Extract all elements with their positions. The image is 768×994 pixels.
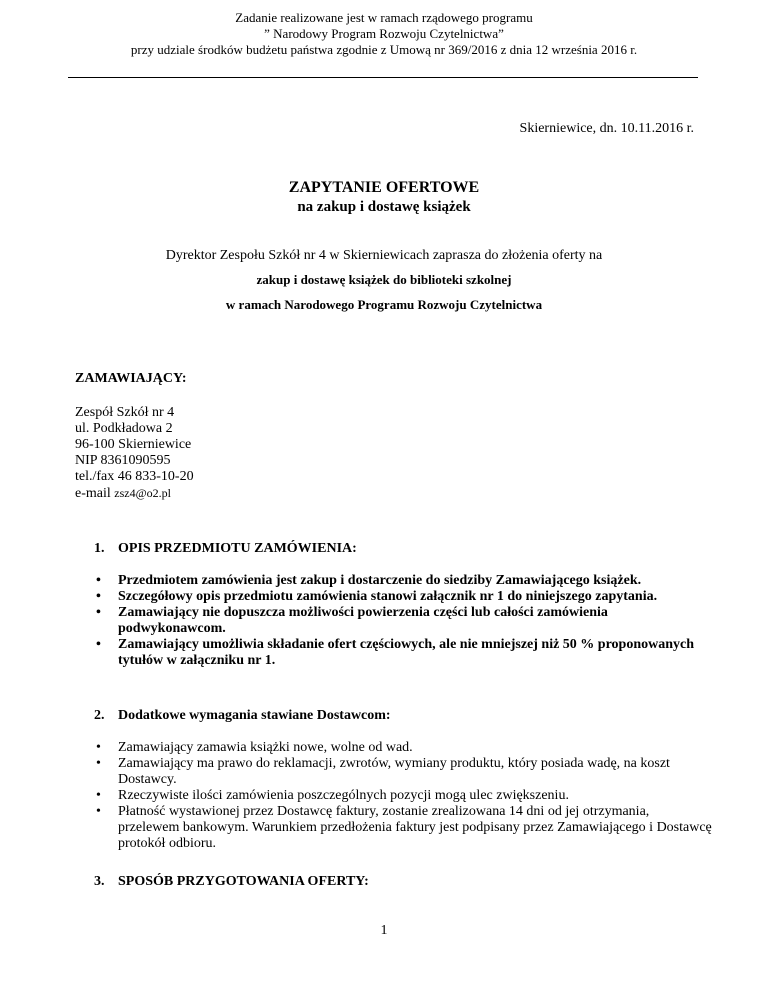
section-2-heading	[94, 708, 391, 724]
ordering-party-heading: ZAMAWIAJĄCY:	[75, 371, 187, 386]
list-item: • Przedmiotem zamówienia jest zakup i dostarczenie do siedziby Zamawiającego książek.	[94, 573, 714, 589]
list-item: • Rzeczywiste ilości zamówienia poszczególnych pozycji mogą ulec zwiększeniu.	[94, 788, 714, 804]
section-title: Dodatkowe wymagania stawiane Dostawcom:	[118, 708, 391, 723]
address-city: 96-100 Skierniewice	[75, 437, 192, 452]
address-phone: tel./fax 46 833-10-20	[75, 469, 194, 484]
ordering-party-address	[75, 405, 194, 502]
page-number: 1	[380, 923, 388, 938]
list-item: • Zamawiający ma prawo do reklamacji, zwrotów, wymiany produktu, który posiada wadę, na koszt Dostawcy.	[94, 756, 714, 788]
invitation-line-1: Dyrektor Zespołu Szkół nr 4 w Skierniewicach zaprasza do złożenia oferty na	[165, 248, 603, 263]
section-3-heading	[94, 874, 369, 890]
section-number: 2.	[94, 708, 105, 723]
invitation-line-2: zakup i dostawę książek do biblioteki szkolnej	[256, 272, 512, 287]
address-email-row	[75, 485, 194, 502]
email-label: e-mail	[75, 486, 115, 501]
invitation	[0, 246, 768, 315]
address-street: ul. Podkładowa 2	[75, 421, 173, 436]
list-item: • Szczegółowy opis przedmiotu zamówienia stanowi załącznik nr 1 do niniejszego zapytania.	[94, 589, 714, 605]
invitation-line-3: w ramach Narodowego Programu Rozwoju Czytelnictwa	[225, 297, 543, 312]
title-block	[0, 178, 768, 217]
section-1-heading	[94, 541, 357, 557]
email-address: zsz4@o2.pl	[114, 486, 171, 500]
funding-header	[40, 10, 728, 58]
section-title: OPIS PRZEDMIOTU ZAMÓWIENIA:	[118, 541, 357, 556]
header-line-3: przy udziale środków budżetu państwa zgodnie z Umową nr 369/2016 z dnia 12 września 2016 r.	[130, 42, 638, 57]
section-number: 1.	[94, 541, 105, 556]
list-item: • Zamawiający nie dopuszcza możliwości powierzenia części lub całości zamówienia podwykonawcom.	[94, 605, 714, 637]
address-name: Zespół Szkół nr 4	[75, 405, 175, 420]
document-title: ZAPYTANIE OFERTOWE	[288, 179, 480, 196]
list-item: • Zamawiający zamawia książki nowe, wolne od wad.	[94, 740, 714, 756]
document-subtitle: na zakup i dostawę książek	[297, 199, 471, 215]
section-number: 3.	[94, 874, 105, 889]
address-nip: NIP 8361090595	[75, 453, 171, 468]
header-divider	[68, 77, 698, 78]
header-line-1: Zadanie realizowane jest w ramach rządowego programu	[235, 10, 533, 25]
list-item: • Płatność wystawionej przez Dostawcę faktury, zostanie zrealizowana 14 dni od jej otrzymania, przelewem bankowym. Warunkiem przedłożenia faktury jest podpisany przez Zamawiającego i Dostawcę protokół odbioru.	[94, 804, 714, 852]
header-line-2: ” Narodowy Program Rozwoju Czytelnictwa”	[264, 26, 504, 41]
section-1-list	[94, 573, 714, 669]
section-2-list	[94, 740, 714, 852]
place-and-date: Skierniewice, dn. 10.11.2016 r.	[519, 121, 694, 136]
list-item: • Zamawiający umożliwia składanie ofert częściowych, ale nie mniejszej niż 50 % proponowanych tytułów w załączniku nr 1.	[94, 637, 714, 669]
section-title: SPOSÓB PRZYGOTOWANIA OFERTY:	[118, 874, 369, 889]
